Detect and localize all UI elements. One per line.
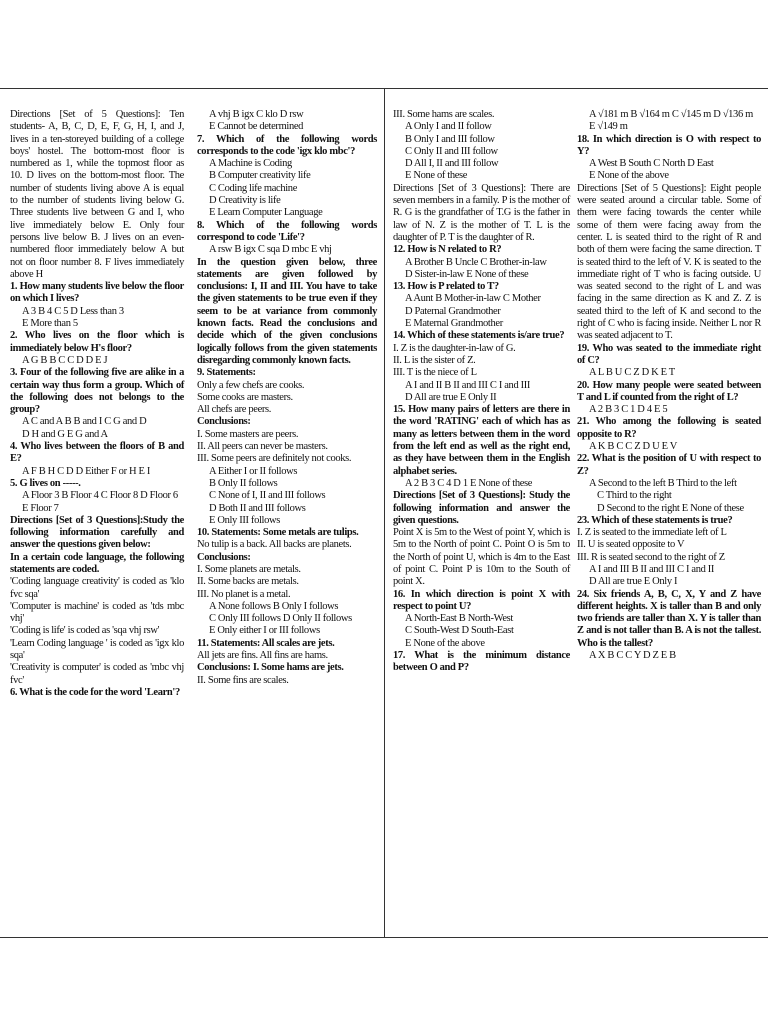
answer-options: E Learn Computer Language — [209, 207, 323, 219]
question-text: 14. Which of these statements is/are true? — [393, 330, 565, 342]
question-text: 18. In which direction is O with respect to Y? — [577, 133, 761, 157]
answer-options: D H and G E G and A — [22, 428, 108, 440]
question-text: 8. Which of the following words correspond to code 'Life'? — [197, 219, 377, 243]
answer-options: A Second to the left B Third to the left — [589, 477, 737, 489]
answer-options: D Paternal Grandmother — [405, 305, 501, 317]
statement-line: 'Creativity is computer' is coded as 'mbc vhj fvc' — [10, 662, 184, 686]
question-text: Directions [Set of 3 Questions]: Study the following information and answer the given questions. — [393, 490, 570, 526]
question-text: 13. How is P related to T? — [393, 281, 499, 293]
answer-options: C Only II and III follow — [405, 145, 498, 157]
answer-options: A X B C C Y D Z E B — [589, 650, 676, 662]
question-text: 2. Who lives on the floor which is immediately below H's floor? — [10, 330, 184, 354]
answer-options: C Third to the right — [597, 490, 672, 502]
left-page-half — [0, 89, 385, 938]
directions-paragraph: Directions [Set of 5 Questions]: Eight people were seated around a circular table. Some of them were facing towards the center while some of them were facing away from the center. L is seated third to the right of R and both of them were facing the same direction. T is seated third to the left of V. K is seated to the immediate right of T who is facing outside. U was seated second to the right of L and was facing in the same direction as K and Z. Z is seated third to the left of K and second to the right of C who is facing inside. Neither L nor R was seated adjacent to T. — [577, 182, 761, 342]
statement-line: Only a few chefs are cooks. — [197, 379, 305, 391]
question-text: 1. How many students live below the floor on which I lives? — [10, 281, 184, 305]
answer-options: C None of I, II and III follows — [209, 490, 326, 502]
answer-options: A L B U C Z D K E T — [589, 367, 675, 379]
question-text: 22. What is the position of U with respect to Z? — [577, 453, 761, 477]
statement-line: I. Z is seated to the immediate left of L — [577, 527, 727, 539]
statement-line: Some cooks are masters. — [197, 391, 293, 403]
answer-options: A Brother B Uncle C Brother-in-law — [405, 256, 547, 268]
question-text: 20. How many people were seated between T and L if counted from the right of L? — [577, 379, 761, 403]
answer-options: A Floor 3 B Floor 4 C Floor 8 D Floor 6 — [22, 490, 178, 502]
answer-options: B Only II follows — [209, 477, 278, 489]
answer-options: E None of the above — [589, 170, 669, 182]
question-text: Conclusions: — [197, 551, 251, 563]
answer-options: A Only I and II follow — [405, 121, 492, 133]
statement-line: III. Some hams are scales. — [393, 109, 495, 120]
question-text: 11. Statements: All scales are jets. — [197, 637, 335, 649]
statement-line: No tulip is a back. All backs are planets. — [197, 539, 352, 551]
directions-paragraph: Directions [Set of 3 Questions]: There are seven members in a family. P is the mother of R. G is the grandfather of T.G is the father in law of N. Z is the mother of T. L is the daughter of P. T is the daughter of R. — [393, 182, 570, 243]
column — [393, 109, 570, 938]
question-text: 23. Which of these statements is true? — [577, 514, 733, 526]
question-text: Directions [Set of 3 Questions]:Study the following information carefully and answer the questions given below: — [10, 514, 184, 551]
question-text: 12. How is N related to R? — [393, 244, 502, 256]
document-page — [0, 88, 768, 938]
answer-options: A vhj B igx C klo D rsw — [209, 109, 304, 120]
question-text: In the question given below, three statements are given followed by conclusions: I, II and III. You have to take the given statements to be true even if they seem to be at variance from commonly known facts. Read the conclusions and decide which of the given conclusions logically follows from the given statements disregarding commonly known facts. — [197, 256, 377, 366]
answer-options: A √181 m B √164 m C √145 m D √136 m — [589, 109, 753, 120]
answer-options: A 2 B 3 C 1 D 4 E 5 — [589, 404, 668, 416]
answer-options: E Only either I or III follows — [209, 625, 320, 637]
answer-options: D Sister-in-law E None of these — [405, 268, 529, 280]
answer-options: A Aunt B Mother-in-law C Mother — [405, 293, 541, 305]
answer-options: D Creativity is life — [209, 195, 281, 207]
column — [10, 109, 184, 938]
answer-options: E More than 5 — [22, 318, 78, 330]
column-content — [393, 109, 570, 675]
statement-line: All chefs are peers. — [197, 404, 272, 416]
answer-options: E Cannot be determined — [209, 121, 304, 133]
question-text: 3. Four of the following five are alike in a certain way thus form a group. Which of the following does not belongs to the group? — [10, 367, 184, 416]
statement-line: I. Some planets are metals. — [197, 563, 301, 575]
statement-line: 'Coding is life' is coded as 'sqa vhj rsw' — [10, 625, 160, 637]
question-text: In a certain code language, the following statements are coded. — [10, 551, 184, 575]
statement-line: I. Some masters are peers. — [197, 428, 299, 440]
answer-options: E Floor 7 — [22, 502, 59, 514]
statement-line: III. No planet is a metal. — [197, 588, 291, 600]
answer-options: A None follows B Only I follows — [209, 600, 339, 612]
answer-options: B Computer creativity life — [209, 170, 311, 182]
column-content — [197, 109, 377, 687]
answer-options: C Only III follows D Only II follows — [209, 613, 352, 625]
right-page-half — [385, 89, 768, 938]
question-text: 15. How many pairs of letters are there in the word 'RATING' each of which has as many as letters between them in the word from the left end as well as the right end, as they have between them in the English alphabet series. — [393, 404, 570, 477]
answer-options: A rsw B igx C sqa D mbc E vhj — [209, 244, 332, 256]
answer-options: A K B C C Z D U E V — [589, 441, 677, 453]
answer-options: A C and A B B and I C G and D — [22, 416, 147, 428]
answer-options: A I and II B II and III C I and III — [405, 379, 531, 391]
question-text: 16. In which direction is point X with respect to point U? — [393, 588, 570, 612]
statement-line: I. Z is the daughter-in-law of G. — [393, 342, 516, 354]
question-text: Conclusions: — [197, 416, 251, 428]
question-text: 7. Which of the following words corresponds to the code 'igx klo mbc'? — [197, 133, 377, 157]
answer-options: C South-West D South-East — [405, 625, 514, 637]
answer-options: E None of these — [405, 170, 468, 182]
answer-options: A F B H C D D Either F or H E I — [22, 465, 150, 477]
statement-line: III. Some peers are definitely not cooks. — [197, 453, 352, 465]
question-text: 17. What is the minimum distance between O and P? — [393, 650, 570, 674]
question-text: 10. Statements: Some metals are tulips. — [197, 527, 359, 539]
answer-options: A 3 B 4 C 5 D Less than 3 — [22, 305, 124, 317]
answer-options: E None of the above — [405, 637, 485, 649]
answer-options: D All are true E Only I — [589, 576, 678, 588]
column — [197, 109, 377, 938]
statement-line: II. L is the sister of Z. — [393, 354, 476, 366]
statement-line: 'Computer is machine' is coded as 'tds mbc vhj' — [10, 600, 184, 625]
answer-options: D Second to the right E None of these — [597, 502, 744, 514]
question-text: 9. Statements: — [197, 367, 256, 379]
column-content — [577, 109, 761, 662]
question-text: 21. Who among the following is seated opposite to R? — [577, 416, 761, 440]
answer-options: A I and III B II and III C I and II — [589, 563, 715, 575]
answer-options: D Both II and III follows — [209, 502, 306, 514]
answer-options: D All I, II and III follow — [405, 158, 499, 170]
answer-options: E Only III follows — [209, 514, 280, 526]
question-text: Conclusions: I. Some hams are jets. — [197, 662, 344, 674]
question-text: 24. Six friends A, B, C, X, Y and Z have different heights. X is taller than B and only two friends are taller than X. Y is taller than Z and is not taller than B. A is not the tallest. Who is the tallest? — [577, 588, 761, 649]
statement-line: 'Coding language creativity' is coded as 'klo fvc sqa' — [10, 576, 184, 600]
statement-line: II. U is seated opposite to V — [577, 539, 685, 551]
statement-line: II. Some fins are scales. — [197, 674, 289, 686]
question-text: 4. Who lives between the floors of B and E? — [10, 441, 184, 465]
question-text: 5. G lives on -----. — [10, 477, 81, 489]
answer-options: C Coding life machine — [209, 182, 298, 194]
statement-line: All jets are fins. All fins are hams. — [197, 650, 328, 662]
answer-options: A G B B C C D D E J — [22, 354, 108, 366]
statement-line: III. T is the niece of L — [393, 367, 477, 379]
column-content — [10, 109, 184, 699]
answer-options: D All are true E Only II — [405, 391, 497, 403]
answer-options: A 2 B 3 C 4 D 1 E None of these — [405, 477, 533, 489]
answer-options: E Maternal Grandmother — [405, 318, 503, 330]
question-text: 19. Who was seated to the immediate right of C? — [577, 342, 761, 366]
column — [577, 109, 761, 938]
answer-options: E √149 m — [589, 121, 628, 133]
statement-line: II. All peers can never be masters. — [197, 441, 328, 453]
statement-line: Point X is 5m to the West of point Y, which is 5m to the North of point C. Point O is 5m to the North of point U, which is 4m to the East of point C. Point P is 10m to the South of point X. — [393, 527, 570, 588]
statement-line: 'Learn Coding language ' is coded as 'igx klo sqa' — [10, 637, 184, 662]
question-text: 6. What is the code for the word 'Learn'? — [10, 686, 180, 698]
answer-options: B Only I and III follow — [405, 133, 495, 145]
directions-paragraph: Directions [Set of 5 Questions]: Ten students- A, B, C, D, E, F, G, H, I, and J, lives in a ten-storeyed building of a college boys' hostel. The bottom-most floor is numbered as 1, while the topmost floor as 10. D lives on the bottom-most floor. The number of students living above A is equal to the number of students living below G. Three students live between G and I, who live immediately below E. Only four persons live below B. J lives on an even-numbered floor immediately below A but not on floor number 8. F lives immediately above H — [10, 109, 184, 280]
answer-options: A Machine is Coding — [209, 158, 292, 170]
answer-options: A North-East B North-West — [405, 613, 513, 625]
answer-options: A West B South C North D East — [589, 158, 714, 170]
statement-line: III. R is seated second to the right of Z — [577, 551, 725, 563]
statement-line: II. Some backs are metals. — [197, 576, 299, 588]
answer-options: A Either I or II follows — [209, 465, 298, 477]
